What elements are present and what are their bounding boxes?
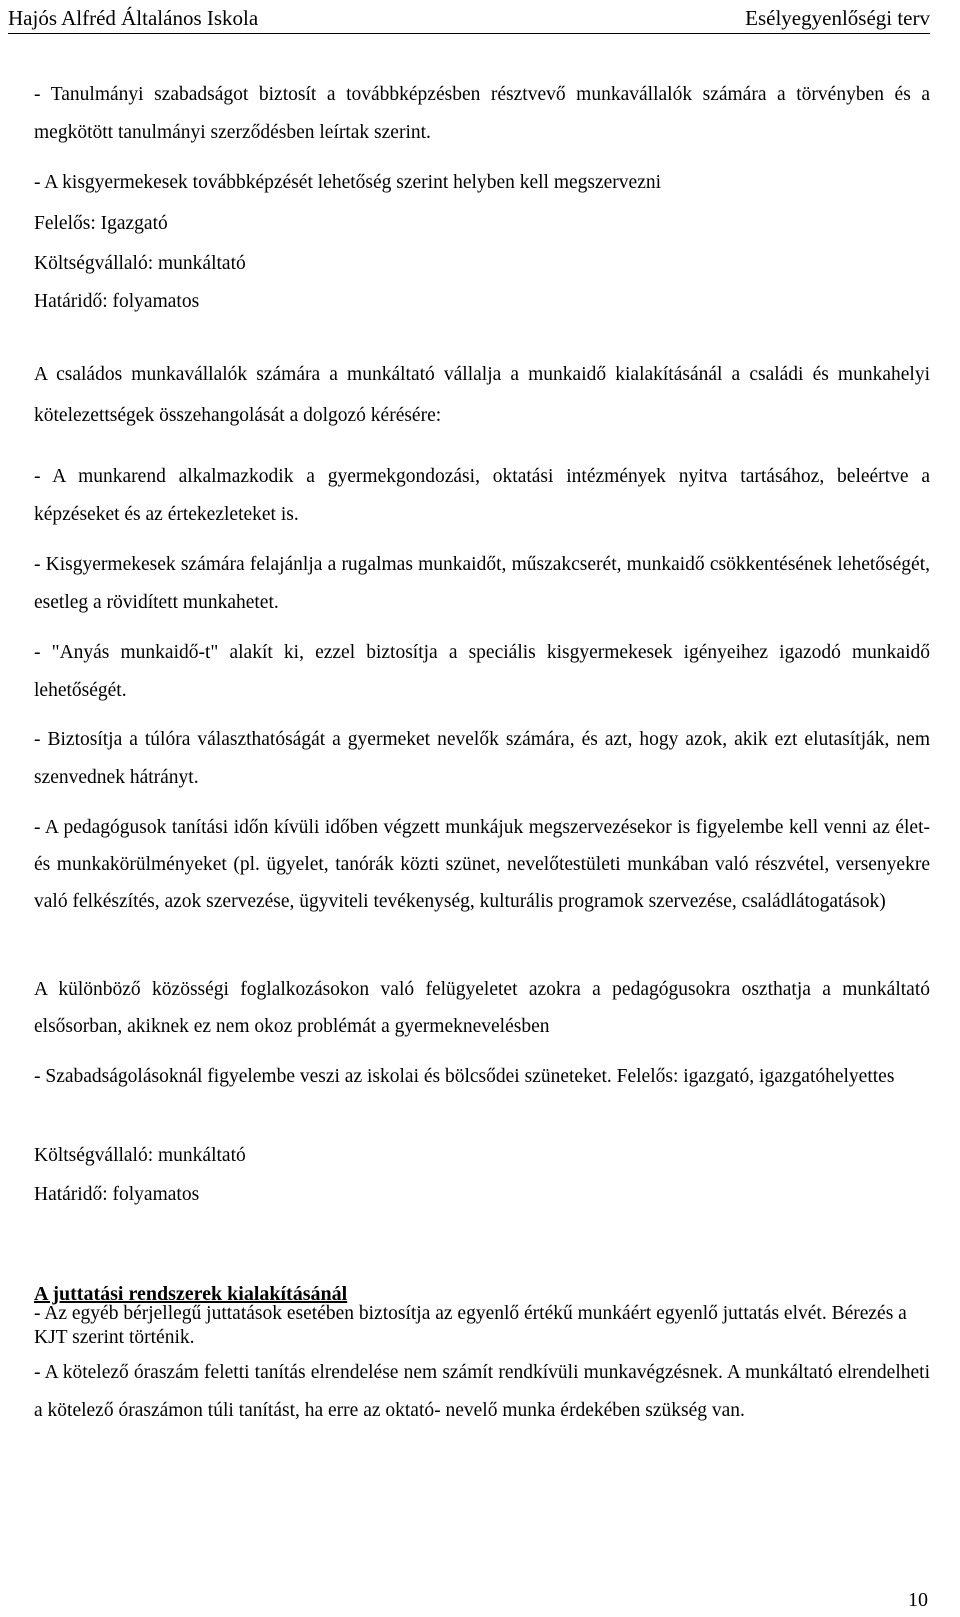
paragraph-local-training: - A kisgyermekesek továbbképzését lehetőség szerint helyben kell megszervezni xyxy=(34,172,662,193)
header-document-title: Esélyegyenlőségi terv xyxy=(745,6,930,30)
paragraph-flexible-hours: - Kisgyermekesek számára felajánlja a rugalmas munkaidőt, műszakcserét, munkaidő csökkentésének lehetőségét, esetleg a rövidített munkahetet. xyxy=(34,554,930,613)
header-school-name: Hajós Alfréd Általános Iskola xyxy=(8,6,259,30)
paragraph-benefits: - Az egyéb bérjellegű juttatások esetében biztosítja az egyenlő értékű munkáért egyenlő juttatás elvét. Bérezés a KJT szerint történik. xyxy=(34,1303,907,1348)
paragraph-family-workers: A családos munkavállalók számára a munkáltató vállalja a munkaidő kialakításánál a családi és munkahelyi kötelezettségek összehangolását a dolgozó kérésére: xyxy=(34,364,930,426)
cost-bearer-line: Költségvállaló: munkáltató xyxy=(34,253,246,274)
paragraph-extra-teaching: - A kötelező óraszám feletti tanítás elrendelése nem számít rendkívüli munkavégzésnek. A munkáltató elrendelheti a kötelező óraszámon túli tanítást, ha erre az oktató- nevelő munka érdekében szükség van. xyxy=(34,1362,930,1421)
paragraph-work-schedule: - A munkarend alkalmazkodik a gyermekgondozási, oktatási intézmények nyitva tartásához, beleértve a képzéseket és az értekezleteket is. xyxy=(34,466,930,525)
paragraph-supervision: A különböző közösségi foglalkozásokon való felügyeletet azokra a pedagógusokra oszthatja a munkáltató elsősorban, akiknek ez nem okoz problémát a gyermeknevelésben xyxy=(34,979,930,1037)
section-heading: A juttatási rendszerek kialakításánál xyxy=(34,1283,348,1305)
page-number: 10 xyxy=(908,1589,928,1611)
responsible-line: Felelős: Igazgató xyxy=(34,213,168,234)
paragraph-holidays: - Szabadságolásoknál figyelembe veszi az iskolai és bölcsődei szüneteket. Felelős: igazgató, igazgatóhelyettes xyxy=(34,1066,895,1087)
paragraph-study-leave: - Tanulmányi szabadságot biztosít a továbbképzésben résztvevő munkavállalók számára a törvényben és a megkötött tanulmányi szerződésben leírtak szerint. xyxy=(34,84,930,143)
page-header xyxy=(8,4,930,32)
header-divider xyxy=(8,33,930,34)
paragraph-mothers-hours: - "Anyás munkaidő-t" alakít ki, ezzel biztosítja a speciális kisgyermekesek igényeihez igazodó munkaidő lehetőségét. xyxy=(34,642,930,701)
deadline-line-2: Határidő: folyamatos xyxy=(34,1184,200,1205)
cost-bearer-line-2: Költségvállaló: munkáltató xyxy=(34,1145,246,1166)
paragraph-teacher-duties: - A pedagógusok tanítási időn kívüli időben végzett munkájuk megszervezésekor is figyelembe kell venni az élet-és munkakörülményeket (pl. ügyelet, tanórák közti szünet, nevelőtestületi munkában való részvétel, versenyekre való felkészítés, azok szervezése, ügyviteli tevékenység, kulturális programok szervezése, családlátogatások) xyxy=(34,817,930,912)
paragraph-overtime: - Biztosítja a túlóra választhatóságát a gyermeket nevelők számára, és azt, hogy azok, akik ezt elutasítják, nem szenvednek hátrányt. xyxy=(34,729,930,788)
deadline-line: Határidő: folyamatos xyxy=(34,291,200,312)
